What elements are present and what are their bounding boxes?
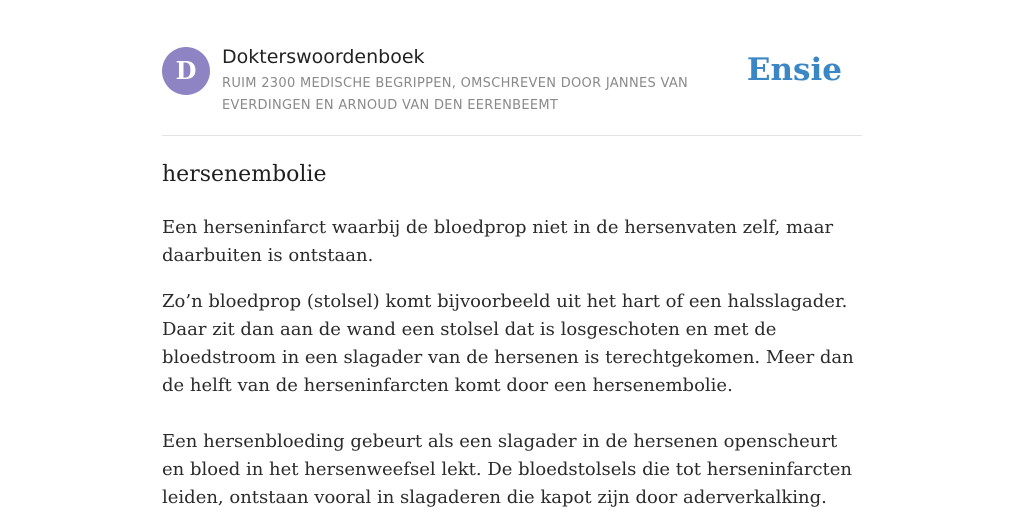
definition-paragraph: Een hersenbloeding gebeurt als een slagader in de hersenen openscheurt en bloed in het hersenweefsel lekt. De bloedstolsels die tot herseninfarcten leiden, ontstaan vooral in slagaderen die kapot zijn door aderverkalking. xyxy=(162,431,853,508)
term-heading: hersenembolie xyxy=(162,162,327,187)
source-subtitle: RUIM 2300 MEDISCHE BEGRIPPEN, OMSCHREVEN DOOR JANNES VAN EVERDINGEN EN ARNOUD VAN DEN EERENBEEMT xyxy=(222,76,689,113)
definition-paragraph: Zo’n bloedprop (stolsel) komt bijvoorbeeld uit het hart of een halsslagader. Daar zit dan aan de wand een stolsel dat is losgeschoten en met de bloedstroom in een slagader van de hersenen is terechtgekomen. Meer dan de helft van de herseninfarcten komt door een hersenembolie. xyxy=(162,291,854,396)
definition-body xyxy=(162,214,862,512)
definition-paragraph: Een herseninfarct waarbij de bloedprop niet in de hersenvaten zelf, maar daarbuiten is ontstaan. xyxy=(162,217,834,266)
page-container xyxy=(162,0,862,512)
source-title[interactable]: Dokterswoordenboek xyxy=(222,46,425,68)
source-header xyxy=(162,0,862,136)
ensie-logo[interactable]: Ensie xyxy=(746,52,842,88)
source-avatar[interactable]: D xyxy=(162,47,210,95)
